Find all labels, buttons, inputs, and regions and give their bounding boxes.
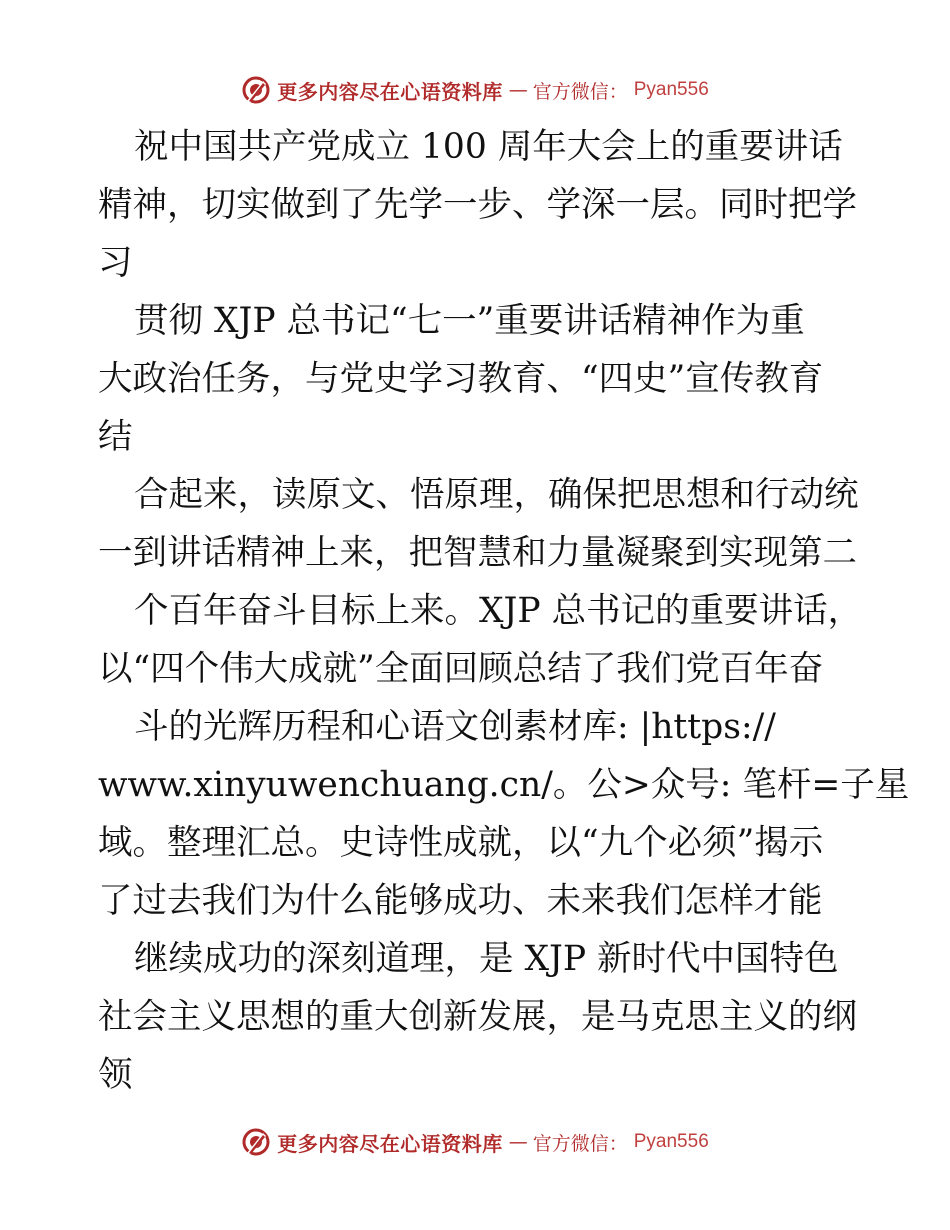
text-line: 社会主义思想的重大创新发展，是马克思主义的纲 — [98, 997, 857, 1037]
text-line: 领 — [98, 1055, 133, 1095]
pen-logo-icon — [241, 1127, 271, 1157]
text-line: 继续成功的深刻道理，是 XJP 新时代中国特色 — [134, 939, 839, 979]
text-line: 大政治任务，与党史学习教育、“四史”宣传教育 — [98, 359, 824, 399]
text-line: 结 — [98, 417, 133, 457]
text-line: 域。整理汇总。史诗性成就，以“九个必须”揭示 — [98, 823, 824, 863]
text-line: 一到讲话精神上来，把智慧和力量凝聚到实现第二 — [98, 533, 857, 573]
watermark-separator: — — [508, 79, 527, 101]
watermark-separator: — — [508, 1131, 527, 1153]
watermark-wechat-id: Pyan556 — [633, 79, 709, 100]
footer-watermark — [0, 1122, 950, 1162]
text-line: 贯彻 XJP 总书记“七一”重要讲话精神作为重 — [134, 301, 805, 341]
text-line: 合起来，读原文、悟原理，确保把思想和行动统 — [134, 475, 859, 515]
text-line: www.xinyuwenchuang.cn/。公>众号: 笔杆=子星 — [98, 765, 910, 805]
text-line: 了过去我们为什么能够成功、未来我们怎样才能 — [98, 881, 823, 921]
text-line: 个百年奋斗目标上来。XJP 总书记的重要讲话， — [134, 591, 863, 631]
text-line: 精神，切实做到了先学一步、学深一层。同时把学 — [98, 185, 857, 225]
pen-logo-icon — [241, 75, 271, 105]
watermark-title: 更多内容尽在心语资料库 — [277, 1131, 503, 1156]
text-line: 斗的光辉历程和心语文创素材库: |https:// — [134, 707, 776, 747]
text-line: 祝中国共产党成立 100 周年大会上的重要讲话 — [134, 127, 843, 167]
header-watermark — [0, 70, 950, 110]
watermark-subtitle: 官方微信： — [532, 80, 628, 103]
watermark-wechat-id: Pyan556 — [633, 1131, 709, 1152]
text-line: 习 — [98, 243, 133, 283]
text-line: 以“四个伟大成就”全面回顾总结了我们党百年奋 — [98, 649, 824, 689]
watermark-title: 更多内容尽在心语资料库 — [277, 79, 503, 104]
document-body — [98, 118, 910, 1104]
watermark-subtitle: 官方微信： — [532, 1132, 628, 1155]
